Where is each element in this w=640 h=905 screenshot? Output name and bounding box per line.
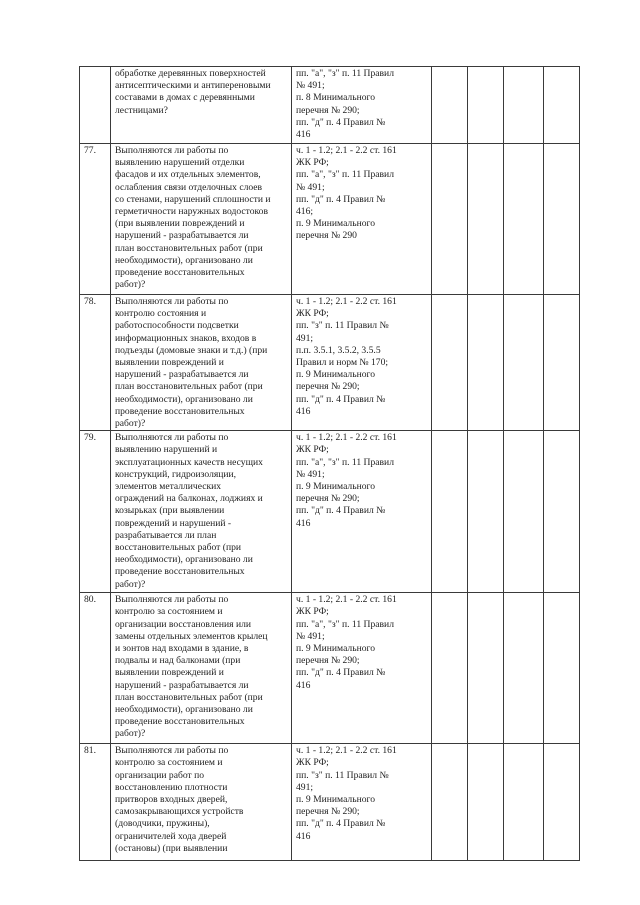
answer-no-cell	[468, 744, 504, 861]
question-line: составами в домах с деревянными	[115, 92, 255, 104]
question-line: Выполняются ли работы по	[115, 745, 229, 757]
legal-reference-line: пп. "д" п. 4 Правил №	[296, 505, 386, 517]
legal-reference-line: пп. "д" п. 4 Правил №	[296, 193, 386, 205]
question-cell	[111, 431, 292, 593]
answer-no-cell	[468, 144, 504, 295]
row-number: 81.	[80, 744, 111, 861]
checklist-rows	[80, 67, 580, 861]
row-number	[80, 67, 111, 144]
question-line: план восстановительных работ (при	[115, 242, 263, 254]
note-cell	[544, 593, 580, 744]
question-line: Выполняются ли работы по	[115, 432, 229, 444]
legal-reference-line: пп. "д" п. 4 Правил №	[296, 667, 386, 679]
legal-reference-line: п. 9 Минимального	[296, 369, 375, 381]
not-applicable-cell	[504, 144, 544, 295]
legal-reference-line: пп. "а", "з" п. 11 Правил	[296, 68, 394, 79]
question-line: контролю состояния и	[115, 308, 207, 320]
legal-reference-cell	[292, 431, 432, 593]
note-cell	[544, 295, 580, 431]
not-applicable-cell	[504, 67, 544, 144]
question-line: (доводчики, пружины),	[115, 818, 210, 830]
checklist-table	[79, 66, 580, 861]
legal-reference-line: перечня № 290;	[296, 806, 360, 818]
question-line: антисептическими и антипереновыми	[115, 80, 271, 92]
question-line: Выполняются ли работы по	[115, 145, 229, 156]
question-line: работоспособности подсветки	[115, 320, 239, 332]
legal-reference-cell	[292, 744, 432, 861]
question-line: выявлению нарушений и	[115, 444, 218, 456]
question-line: Выполняются ли работы по	[115, 296, 229, 307]
question-line: восстановлению плотности	[115, 781, 228, 793]
legal-reference-line: 416	[296, 679, 311, 691]
question-line: (остановы) (при выявлении	[115, 842, 228, 854]
question-line: проведение восстановительных	[115, 267, 245, 279]
legal-reference-cell	[292, 295, 432, 431]
legal-reference-line: 416	[296, 405, 311, 417]
question-line: проведение восстановительных	[115, 716, 245, 728]
table-row	[80, 431, 580, 593]
legal-reference-line: № 491;	[296, 181, 325, 193]
question-line: разрабатывается ли план	[115, 529, 217, 541]
question-line: работ)?	[115, 279, 146, 291]
question-line: работ)?	[115, 728, 146, 740]
legal-reference-line: ч. 1 - 1.2; 2.1 - 2.2 ст. 161	[296, 745, 397, 757]
legal-reference-line: 416	[296, 129, 311, 141]
table-row	[80, 744, 580, 861]
question-line: ослабления связи отделочных слоев	[115, 181, 263, 193]
legal-reference-line: ЖК РФ;	[296, 444, 329, 456]
legal-reference-line: 491;	[296, 332, 314, 344]
table-row	[80, 295, 580, 431]
legal-reference-line: 416	[296, 830, 311, 842]
question-line: элементов металлических	[115, 481, 222, 493]
legal-reference-line: пп. "а", "з" п. 11 Правил	[296, 169, 394, 181]
question-line: организации восстановления или	[115, 618, 252, 630]
question-line: лестницами?	[115, 104, 168, 116]
table-row	[80, 144, 580, 295]
question-cell	[111, 67, 292, 144]
not-applicable-cell	[504, 295, 544, 431]
question-line: работ)?	[115, 578, 146, 590]
question-line: ограничителей хода дверей	[115, 830, 227, 842]
legal-reference-line: п. 9 Минимального	[296, 481, 375, 493]
question-line: работ)?	[115, 418, 146, 430]
note-cell	[544, 144, 580, 295]
question-line: герметичности наружных водостоков	[115, 206, 269, 218]
answer-yes-cell	[432, 431, 468, 593]
legal-reference-line: № 491;	[296, 468, 325, 480]
legal-reference-line: перечня № 290	[296, 230, 357, 242]
answer-yes-cell	[432, 67, 468, 144]
question-line: выявлении повреждений и	[115, 357, 224, 369]
note-cell	[544, 67, 580, 144]
question-line: и зонтов над входами в здание, в	[115, 643, 249, 655]
legal-reference-line: ЖК РФ;	[296, 606, 329, 618]
question-line: (при выявлении повреждений и	[115, 218, 245, 230]
row-number: 78.	[80, 295, 111, 431]
legal-reference-line: Правил и норм № 170;	[296, 357, 389, 369]
question-line: необходимости), организовано ли	[115, 254, 253, 266]
answer-yes-cell	[432, 744, 468, 861]
legal-reference-line: ч. 1 - 1.2; 2.1 - 2.2 ст. 161	[296, 594, 397, 606]
question-line: проведение восстановительных	[115, 405, 245, 417]
question-line: самозакрывающихся устройств	[115, 806, 244, 818]
legal-reference-line: пп. "з" п. 11 Правил №	[296, 320, 389, 332]
legal-reference-line: пп. "д" п. 4 Правил №	[296, 116, 386, 128]
legal-reference-line: ЖК РФ;	[296, 757, 329, 769]
question-line: проведение восстановительных	[115, 566, 245, 578]
question-line: козырьках (при выявлении	[115, 505, 225, 517]
legal-reference-line: пп. "д" п. 4 Правил №	[296, 818, 386, 830]
question-cell	[111, 295, 292, 431]
question-line: план восстановительных работ (при	[115, 691, 263, 703]
row-number: 80.	[80, 593, 111, 744]
question-cell	[111, 144, 292, 295]
question-line: нарушений - разрабатывается ли	[115, 230, 249, 242]
table-row	[80, 67, 580, 144]
answer-no-cell	[468, 431, 504, 593]
question-line: необходимости), организовано ли	[115, 393, 253, 405]
question-line: контролю за состоянием и	[115, 757, 223, 769]
legal-reference-line: ЖК РФ;	[296, 308, 329, 320]
legal-reference-line: перечня № 290;	[296, 381, 360, 393]
note-cell	[544, 431, 580, 593]
question-line: восстановительных работ (при	[115, 542, 242, 554]
legal-reference-line: перечня № 290;	[296, 655, 360, 667]
legal-reference-line: п. 9 Минимального	[296, 794, 375, 806]
question-line: нарушений - разрабатывается ли	[115, 369, 249, 381]
question-line: подвалы и над балконами (при	[115, 655, 241, 667]
legal-reference-line: ч. 1 - 1.2; 2.1 - 2.2 ст. 161	[296, 296, 397, 307]
legal-reference-line: п. 9 Минимального	[296, 643, 375, 655]
legal-reference-line: пп. "з" п. 11 Правил №	[296, 769, 389, 781]
question-line: замены отдельных элементов крылец	[115, 630, 268, 642]
answer-yes-cell	[432, 593, 468, 744]
legal-reference-cell	[292, 593, 432, 744]
answer-no-cell	[468, 67, 504, 144]
row-number: 79.	[80, 431, 111, 593]
not-applicable-cell	[504, 593, 544, 744]
question-cell	[111, 744, 292, 861]
question-line: обработке деревянных поверхностей	[115, 68, 266, 79]
legal-reference-line: 491;	[296, 781, 314, 793]
legal-reference-line: перечня № 290;	[296, 104, 360, 116]
question-line: выявлению нарушений отделки	[115, 157, 245, 169]
question-line: необходимости), организовано ли	[115, 704, 253, 716]
answer-yes-cell	[432, 295, 468, 431]
legal-reference-line: п. 9 Минимального	[296, 218, 375, 230]
legal-reference-line: № 491;	[296, 80, 325, 92]
legal-reference-line: пп. "а", "з" п. 11 Правил	[296, 618, 394, 630]
answer-no-cell	[468, 295, 504, 431]
question-line: необходимости), организовано ли	[115, 554, 253, 566]
question-line: организации работ по	[115, 769, 205, 781]
question-cell	[111, 593, 292, 744]
question-line: конструкций, гидроизоляции,	[115, 468, 237, 480]
question-line: ограждений на балконах, лоджиях и	[115, 493, 263, 505]
not-applicable-cell	[504, 744, 544, 861]
legal-reference-line: ч. 1 - 1.2; 2.1 - 2.2 ст. 161	[296, 145, 397, 156]
legal-reference-cell	[292, 144, 432, 295]
row-number: 77.	[80, 144, 111, 295]
answer-yes-cell	[432, 144, 468, 295]
legal-reference-line: 416	[296, 517, 311, 529]
question-line: притворов входных дверей,	[115, 794, 228, 806]
legal-reference-line: ЖК РФ;	[296, 157, 329, 169]
legal-reference-line: перечня № 290;	[296, 493, 360, 505]
question-line: информационных знаков, входов в	[115, 332, 257, 344]
legal-reference-cell	[292, 67, 432, 144]
question-line: нарушений - разрабатывается ли	[115, 679, 249, 691]
legal-reference-line: № 491;	[296, 630, 325, 642]
question-line: контролю за состоянием и	[115, 606, 223, 618]
legal-reference-line: пп. "д" п. 4 Правил №	[296, 393, 386, 405]
note-cell	[544, 744, 580, 861]
question-line: повреждений и нарушений -	[115, 517, 232, 529]
table-row	[80, 593, 580, 744]
question-line: Выполняются ли работы по	[115, 594, 229, 606]
not-applicable-cell	[504, 431, 544, 593]
legal-reference-line: 416;	[296, 206, 314, 218]
question-line: фасадов и их отдельных элементов,	[115, 169, 261, 181]
legal-reference-line: пп. "а", "з" п. 11 Правил	[296, 456, 394, 468]
question-line: со стенами, нарушений сплошности и	[115, 193, 271, 205]
question-line: эксплуатационных качеств несущих	[115, 456, 263, 468]
answer-no-cell	[468, 593, 504, 744]
legal-reference-line: п. 8 Минимального	[296, 92, 375, 104]
legal-reference-line: п.п. 3.5.1, 3.5.2, 3.5.5	[296, 344, 381, 356]
question-line: подъезды (домовые знаки и т.д.) (при	[115, 344, 268, 356]
legal-reference-line: ч. 1 - 1.2; 2.1 - 2.2 ст. 161	[296, 432, 397, 444]
question-line: выявлении повреждений и	[115, 667, 224, 679]
question-line: план восстановительных работ (при	[115, 381, 263, 393]
